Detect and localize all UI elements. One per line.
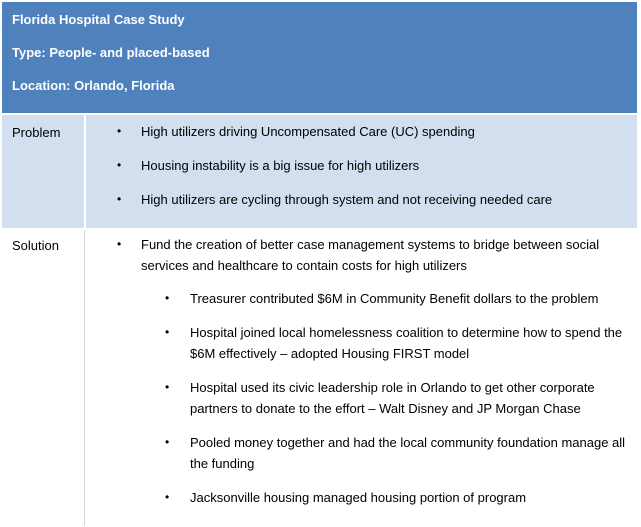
solution-subitem-text: Jacksonville housing managed housing portion of program [190, 490, 527, 505]
problem-list [117, 121, 627, 223]
list-item [165, 432, 635, 474]
column-divider [84, 115, 86, 228]
case-study-header [2, 2, 637, 113]
case-study-location: Location: Orlando, Florida [12, 78, 175, 93]
list-item [165, 322, 635, 364]
list-item [165, 487, 635, 508]
solution-main-text: Fund the creation of better case management systems to bridge between social services and healthcare to contain costs for high utilizers [141, 237, 600, 273]
solution-subitem-text: Pooled money together and had the local community foundation manage all the funding [190, 435, 626, 471]
list-item [117, 155, 627, 176]
solution-sub-list [165, 288, 635, 521]
column-divider [84, 230, 85, 526]
problem-row [2, 115, 637, 228]
case-study-type: Type: People- and placed-based [12, 45, 210, 60]
bullet-icon: • [165, 380, 170, 394]
bullet-icon: • [165, 325, 170, 339]
problem-label: Problem [12, 125, 61, 140]
solution-label: Solution [12, 238, 59, 253]
case-study-title: Florida Hospital Case Study [12, 12, 185, 27]
list-item [117, 121, 627, 142]
solution-main-item [117, 234, 627, 276]
solution-row [2, 230, 637, 526]
bullet-icon: • [165, 291, 170, 305]
list-item [165, 377, 635, 419]
bullet-icon: • [117, 192, 122, 206]
bullet-icon: • [165, 435, 170, 449]
problem-item-text: High utilizers driving Uncompensated Care (UC) spending [141, 124, 475, 139]
bullet-icon: • [117, 124, 122, 138]
bullet-icon: • [165, 490, 170, 504]
solution-subitem-text: Treasurer contributed $6M in Community Benefit dollars to the problem [190, 291, 599, 306]
bullet-icon: • [117, 237, 122, 251]
bullet-icon: • [117, 158, 122, 172]
solution-subitem-text: Hospital joined local homelessness coalition to determine how to spend the $6M effectively – adopted Housing FIRST model [190, 325, 623, 361]
problem-item-text: High utilizers are cycling through system and not receiving needed care [141, 192, 553, 207]
list-item [117, 189, 627, 210]
list-item [165, 288, 635, 309]
problem-item-text: Housing instability is a big issue for high utilizers [141, 158, 420, 173]
solution-subitem-text: Hospital used its civic leadership role in Orlando to get other corporate partners to donate to the effort – Walt Disney and JP Morgan Chase [190, 380, 595, 416]
